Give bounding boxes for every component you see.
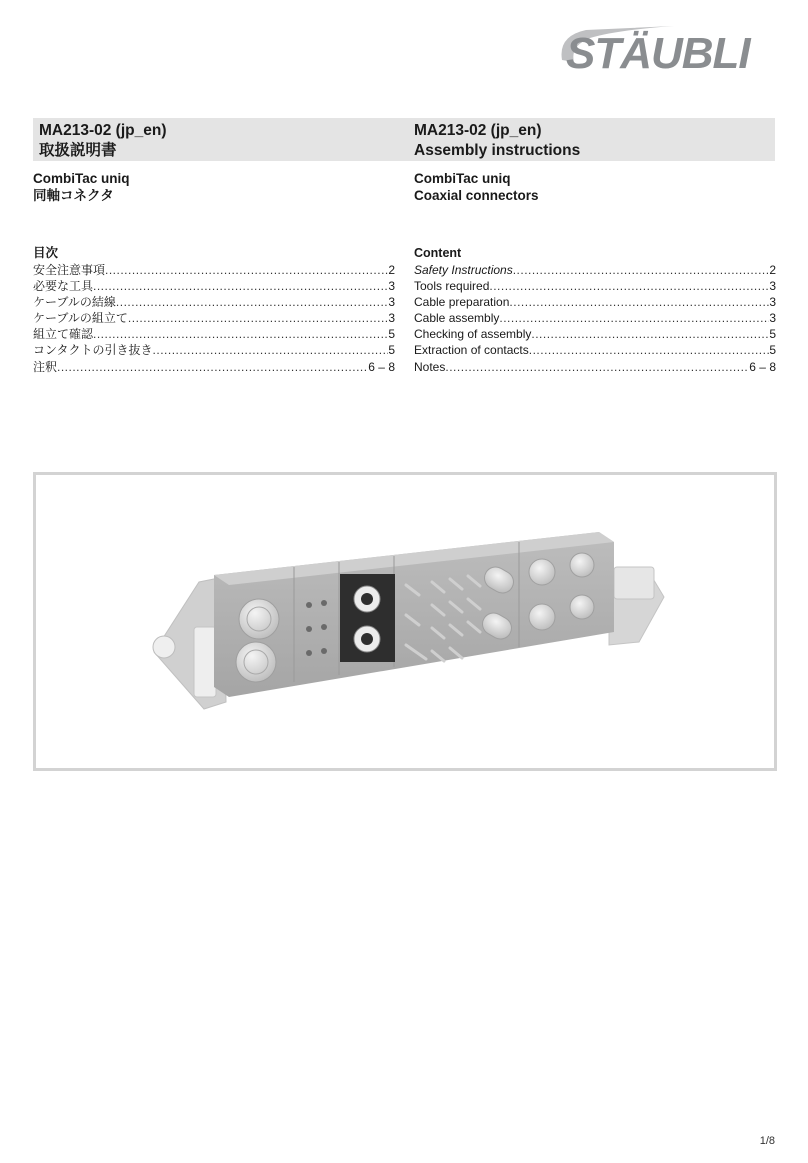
toc-item-page: 3 [388,311,395,326]
toc-item[interactable] [414,278,776,294]
toc-item-page: 3 [769,311,776,326]
toc-item-page: 3 [769,279,776,294]
toc-item-page: 6 – 8 [749,359,776,374]
toc-item-label: Cable preparation [414,295,510,310]
toc-item-label: Safety Instructions [414,263,513,277]
page-number: 1/8 [759,1135,775,1147]
toc-item-page: 5 [769,327,776,342]
product-figure-frame [33,472,777,771]
toc-heading-en: Content [414,246,462,260]
toc-item-page: 6 – 8 [368,359,395,374]
toc-item-label: 組立て確認 [33,327,94,342]
toc-item-label: Checking of assembly [414,327,532,342]
toc-item-page: 3 [388,279,395,294]
toc-leader [531,326,769,342]
toc-leader [116,294,388,310]
toc-leader [105,262,388,278]
toc-item[interactable] [33,278,395,294]
toc-list-jp [33,262,395,375]
toc-list-en [414,262,776,375]
toc-item-label: コンタクトの引き抜き [33,343,153,358]
toc-item-label: Notes [414,359,446,374]
document-code-jp: MA213-02 (jp_en) [39,122,167,139]
toc-item[interactable] [33,262,395,278]
toc-item-page: 5 [769,343,776,358]
toc-leader [128,310,388,326]
toc-leader [57,359,368,375]
toc-item[interactable] [33,359,395,375]
toc-item-page: 3 [388,295,395,310]
toc-item-label: 注釈 [33,359,58,374]
toc-item-label: Extraction of contacts [414,343,529,358]
toc-item-page: 5 [388,327,395,342]
toc-item-page: 5 [388,343,395,358]
toc-item-label: ケーブルの結線 [33,295,116,310]
product-name-jp: CombiTac uniq [33,171,130,186]
product-name-en: CombiTac uniq [414,171,511,186]
toc-item-label: Cable assembly [414,311,500,326]
toc-leader [445,359,749,375]
toc-leader [529,342,770,358]
toc-jp [33,245,395,375]
product-subtitle-jp: 同軸コネクタ [33,188,114,203]
toc-item[interactable] [414,342,776,358]
toc-item-label: 安全注意事項 [33,263,106,277]
toc-item[interactable] [414,326,776,342]
document-type-jp: 取扱説明書 [39,142,117,159]
toc-item-label: 必要な工具 [33,279,94,294]
toc-item-label: ケーブルの組立て [33,311,128,326]
toc-item[interactable] [414,262,776,278]
logo-wordmark: STÄUBLI [566,29,750,78]
document-type-en: Assembly instructions [414,142,581,159]
toc-item[interactable] [414,310,776,326]
toc-item[interactable] [33,310,395,326]
toc-item[interactable] [414,359,776,375]
product-subtitle-en: Coaxial connectors [414,188,539,203]
staubli-logo [556,16,780,80]
toc-leader [509,294,769,310]
toc-item[interactable] [414,294,776,310]
toc-item-page: 2 [769,263,776,277]
toc-item-label: Tools required [414,279,490,294]
toc-leader [93,326,388,342]
toc-item-page: 2 [388,263,395,277]
toc-leader [489,278,769,294]
toc-en [414,245,776,375]
toc-leader [153,342,389,358]
toc-item[interactable] [33,326,395,342]
document-code-en: MA213-02 (jp_en) [414,122,542,139]
connector-frame-illustration [144,527,669,719]
toc-leader [513,262,770,278]
toc-item-page: 3 [769,295,776,310]
toc-heading-jp: 目次 [33,246,59,260]
toc-leader [499,310,769,326]
staubli-logo-graphic [556,16,780,80]
toc-leader [93,278,388,294]
toc-item[interactable] [33,294,395,310]
toc-item[interactable] [33,342,395,358]
